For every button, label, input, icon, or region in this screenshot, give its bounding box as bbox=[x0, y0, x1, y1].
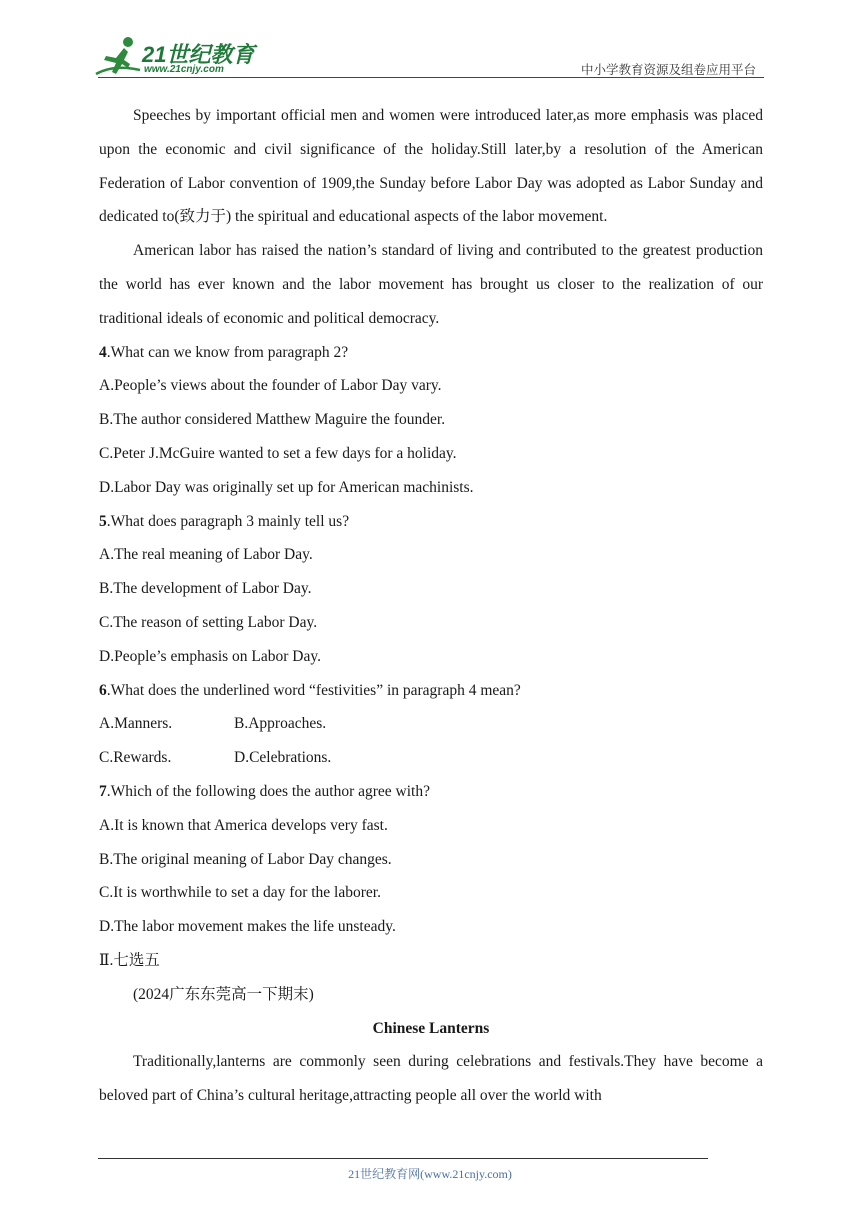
option: A.It is known that America develops very fast. bbox=[99, 816, 388, 834]
option-row bbox=[99, 707, 763, 741]
option: B.Approaches. bbox=[234, 715, 327, 733]
option: C.Rewards. bbox=[99, 749, 172, 767]
option: A.The real meaning of Labor Day. bbox=[99, 546, 313, 564]
question-number: 7 bbox=[99, 782, 107, 800]
option: B.The development of Labor Day. bbox=[99, 580, 312, 598]
question-6 bbox=[99, 674, 763, 708]
footer-text: 21世纪教育网(www.21cnjy.com) bbox=[348, 1167, 512, 1181]
passage-title: Chinese Lanterns bbox=[372, 1019, 490, 1037]
option: C.It is worthwhile to set a day for the laborer. bbox=[99, 884, 381, 902]
question-number: 4 bbox=[99, 343, 107, 361]
option: B.The author considered Matthew Maguire the founder. bbox=[99, 411, 446, 429]
option: D.People’s emphasis on Labor Day. bbox=[99, 647, 321, 665]
question-7 bbox=[99, 775, 763, 809]
question-number: 5 bbox=[99, 512, 107, 530]
question-text: .Which of the following does the author agree with? bbox=[106, 782, 430, 800]
option: D.Labor Day was originally set up for American machinists. bbox=[99, 478, 474, 496]
logo-url: www.21cnjy.com bbox=[144, 64, 224, 75]
option: D.The labor movement makes the life unsteady. bbox=[99, 918, 396, 936]
site-logo bbox=[94, 34, 264, 78]
paragraph: Speeches by important official men and women were introduced later,as more emphasis was placed upon the economic and civil significance of the holiday.Still later,by a resolution of the American Federation of Labor convention of 1909,the Sunday before Labor Day was adopted as Labor Sunday and dedicated to(致力于) the spiritual and educational aspects of the labor movement. bbox=[99, 107, 763, 226]
question-text: .What does the underlined word “festivities” in paragraph 4 mean? bbox=[106, 681, 521, 699]
logo-text: 21世纪教育 bbox=[142, 42, 255, 67]
question-4 bbox=[99, 336, 763, 370]
option: C.The reason of setting Labor Day. bbox=[99, 613, 318, 631]
option: A.People’s views about the founder of Labor Day vary. bbox=[99, 377, 442, 395]
document-body bbox=[99, 99, 763, 1113]
option: C.Peter J.McGuire wanted to set a few days for a holiday. bbox=[99, 444, 457, 462]
option: A.Manners. bbox=[99, 715, 173, 733]
question-5 bbox=[99, 505, 763, 539]
source-note: (2024广东东莞高一下期末) bbox=[133, 985, 314, 1003]
paragraph: American labor has raised the nation’s standard of living and contributed to the greatest production the world has ever known and the labor movement has brought us closer to the realization of our traditional ideals of economic and political democracy. bbox=[99, 242, 763, 327]
footer-divider bbox=[98, 1158, 708, 1159]
header-divider bbox=[98, 77, 764, 78]
question-number: 6 bbox=[99, 681, 107, 699]
option-row bbox=[99, 741, 763, 775]
option: B.The original meaning of Labor Day changes. bbox=[99, 850, 392, 868]
page-header bbox=[0, 0, 860, 80]
header-platform-text: 中小学教育资源及组卷应用平台 bbox=[580, 62, 756, 77]
paragraph: Traditionally,lanterns are commonly seen during celebrations and festivals.They have become a beloved part of China’s cultural heritage,attracting people all over the world with bbox=[99, 1053, 763, 1105]
question-text: .What can we know from paragraph 2? bbox=[106, 343, 349, 361]
section-heading: Ⅱ.七选五 bbox=[99, 951, 160, 969]
runner-logo-icon bbox=[94, 34, 142, 78]
question-text: .What does paragraph 3 mainly tell us? bbox=[106, 512, 350, 530]
option: D.Celebrations. bbox=[234, 749, 332, 767]
